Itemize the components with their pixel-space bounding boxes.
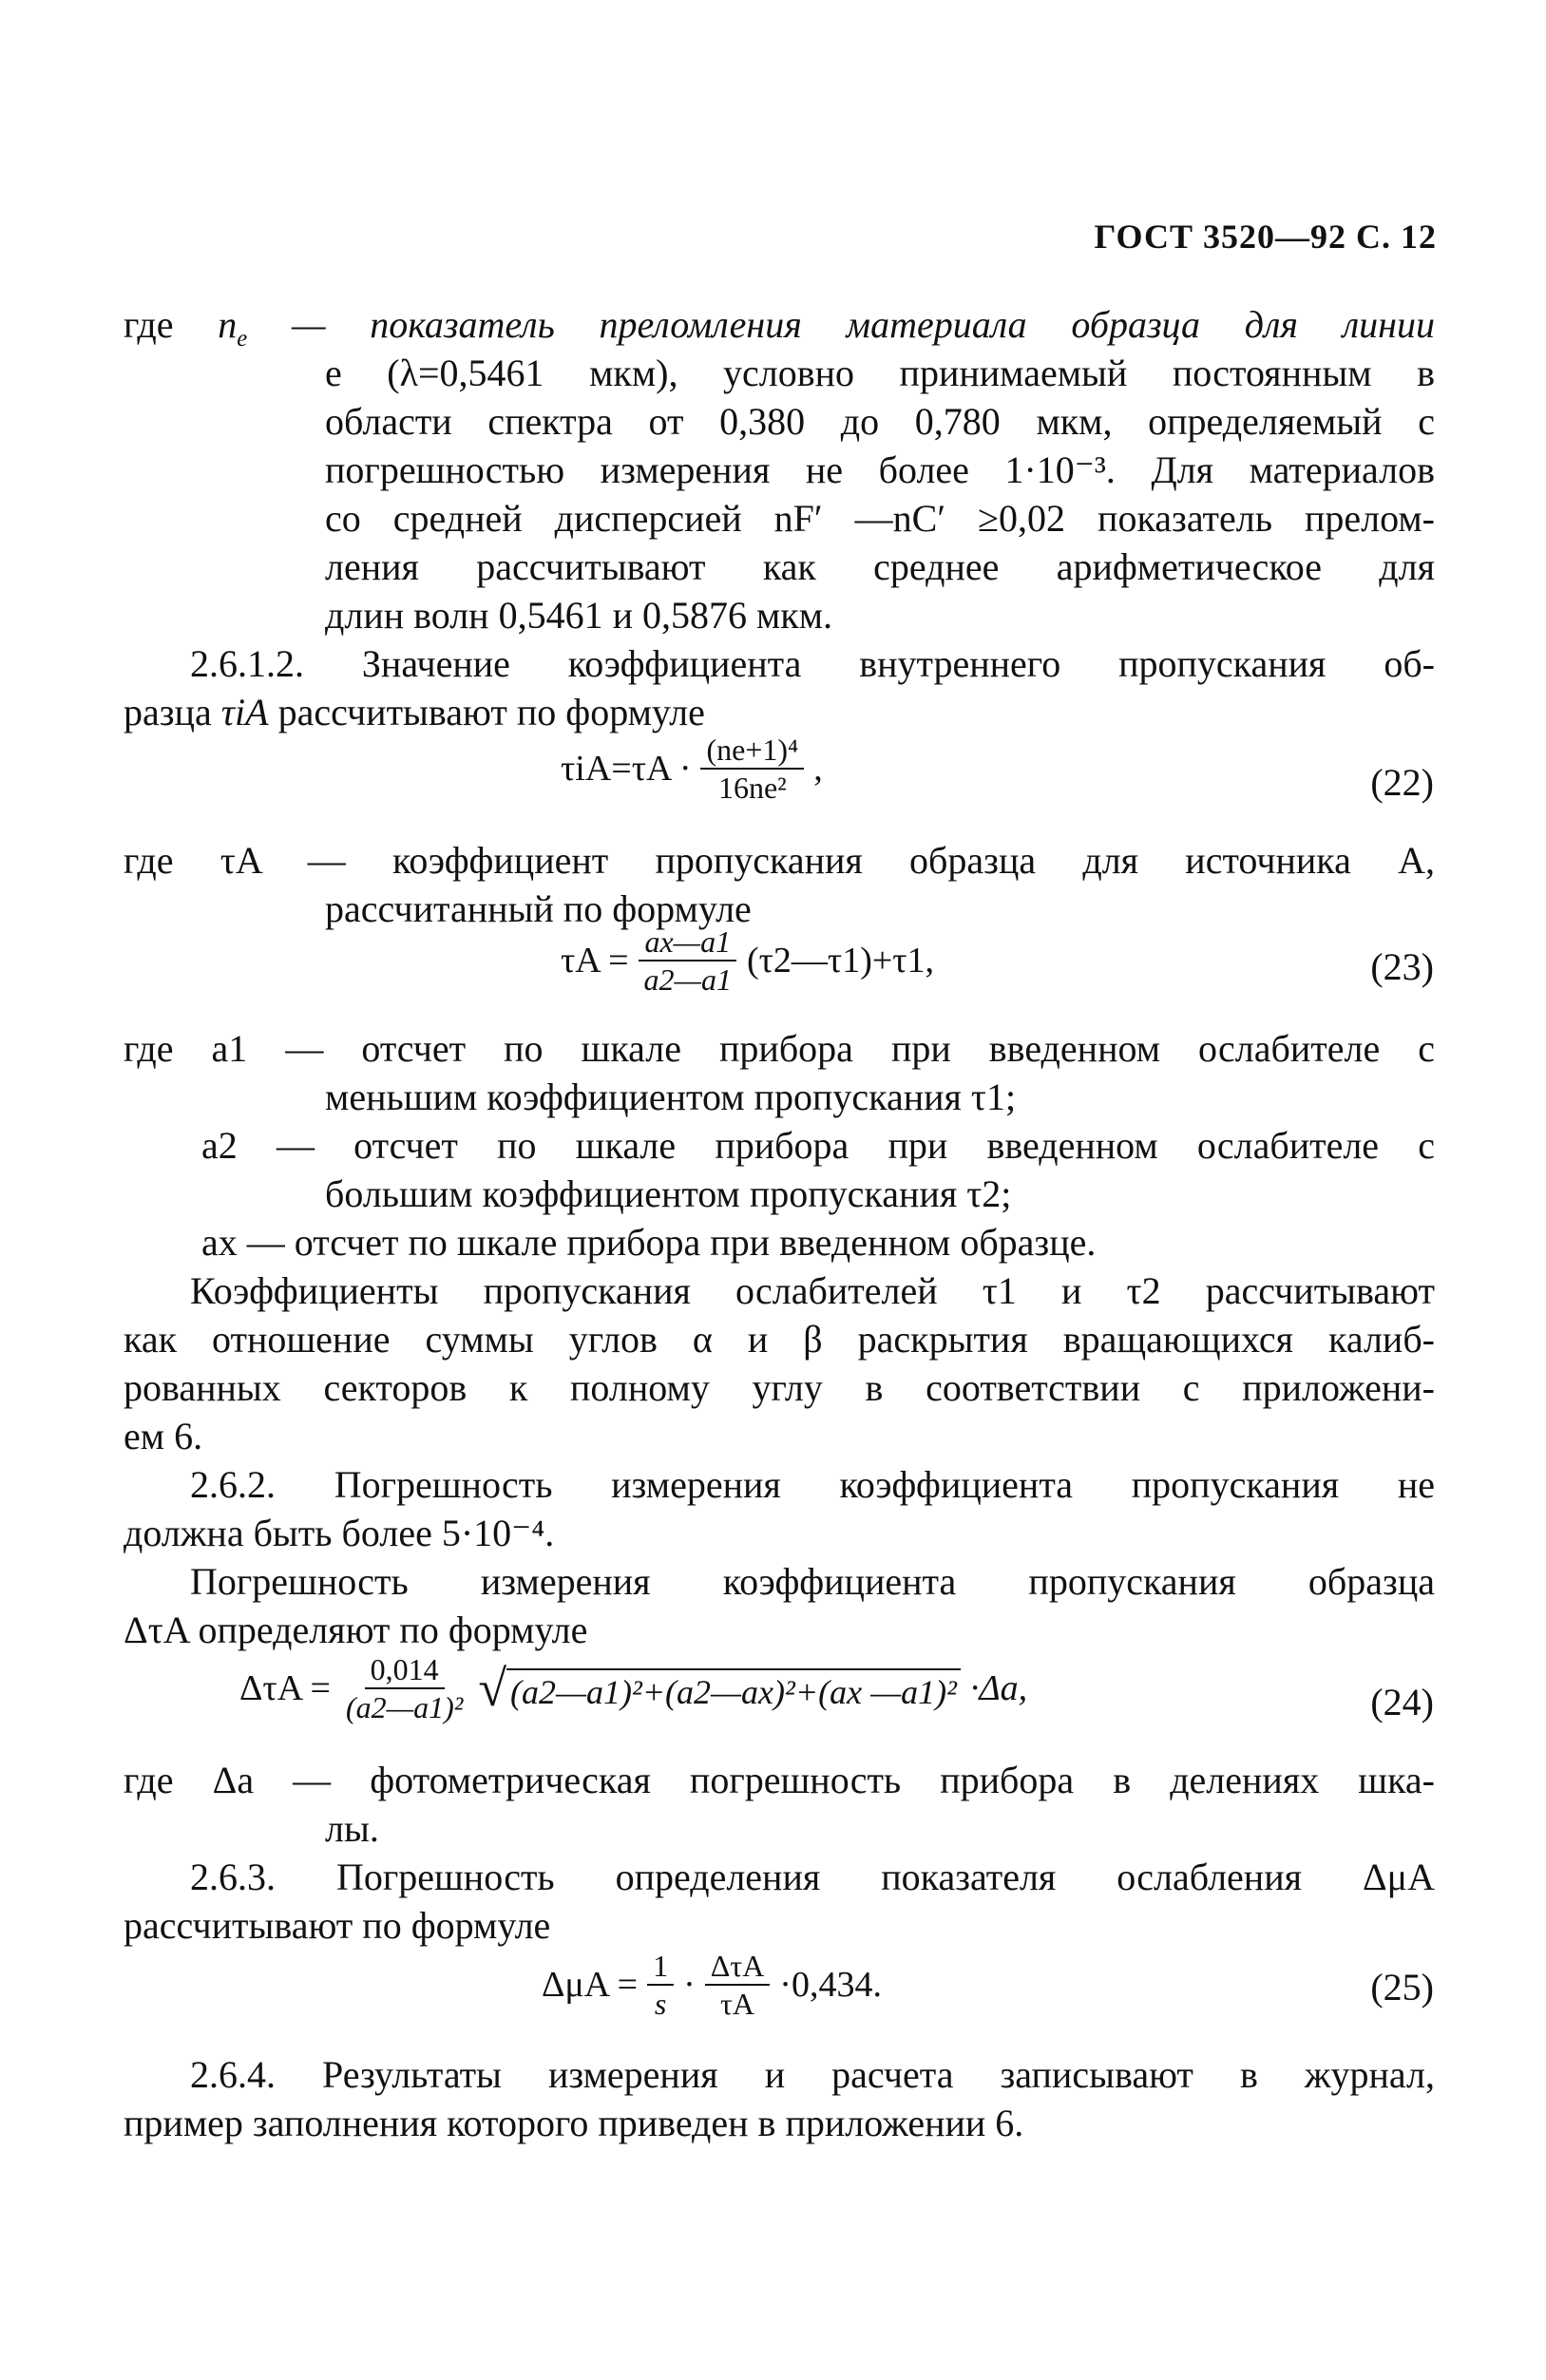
- def-a-line: где a1 — отсчет по шкале прибора при введенном ослабителе с: [124, 1027, 1435, 1070]
- eq25-tail: ·0,434.: [779, 1964, 882, 2005]
- def-ne-line: погрешностью измерения не более 1·10⁻³. Для материалов: [325, 448, 1435, 491]
- eq23-rhs: (τ2—τ1)+τ1,: [747, 940, 935, 981]
- eq22-tail: ,: [813, 748, 823, 789]
- eq23-numerator: ax—a1: [639, 923, 736, 962]
- eq25-numerator-2: ΔτA: [705, 1948, 771, 1986]
- pogr-line: Погрешность измерения коэффициента пропускания образца: [190, 1560, 1435, 1603]
- page-header: ГОСТ 3520—92 С. 12: [1094, 218, 1437, 256]
- pogr-line: ΔτA определяют по формуле: [124, 1609, 588, 1651]
- eq24-denominator: (a2—a1)²: [345, 1690, 464, 1724]
- def-ne-line: длин волн 0,5461 и 0,5876 мкм.: [325, 594, 833, 637]
- def-ne-symbol: $n_e$: [218, 303, 248, 352]
- p264-line: 2.6.4. Результаты измерения и расчета записывают в журнал,: [190, 2053, 1435, 2096]
- def-ne-line: e (λ=0,5461 мкм), условно принимаемый постоянным в: [325, 352, 1435, 394]
- p264-line: пример заполнения которого приведен в приложении 6.: [124, 2102, 1024, 2144]
- eq23-fraction: [639, 923, 737, 998]
- eq25-denominator-2: τA: [720, 1987, 754, 2021]
- eq24-number: (24): [1370, 1681, 1434, 1723]
- eq25-dot: ·: [683, 1964, 696, 2005]
- p262-line: 2.6.2. Погрешность измерения коэффициента пропускания не: [190, 1463, 1435, 1506]
- eq25-number: (25): [1370, 1966, 1434, 2009]
- eq24-radicand: (a2—a1)²+(a2—ax)²+(ax —a1)²: [506, 1668, 961, 1712]
- def-a-line: большим коэффициентом пропускания τ2;: [325, 1172, 1012, 1215]
- def-a-line: a2 — отсчет по шкале прибора при введенном ослабителе с: [201, 1124, 1435, 1167]
- eq22-fraction: [700, 732, 804, 806]
- equation-25: [542, 1948, 882, 2022]
- eq23-lhs: τA =: [561, 940, 629, 981]
- def-ne-line: области спектра от 0,380 до 0,780 мкм, определяемый с: [325, 400, 1435, 443]
- def-da-line: где Δa — фотометрическая погрешность прибора в делениях шка-: [124, 1759, 1435, 1801]
- eq25-numerator-1: 1: [647, 1948, 674, 1986]
- eq25-fraction-2: [705, 1948, 771, 2022]
- coef-line: как отношение суммы углов α и β раскрытия вращающихся калиб-: [124, 1318, 1435, 1361]
- def-ne-dash-text: — показатель преломления материала образца для линии: [291, 303, 1435, 346]
- def-taua-line2: рассчитанный по формуле: [325, 887, 752, 930]
- def-ne-line: ления рассчитывают как среднее арифметическое для: [325, 545, 1435, 588]
- def-a-line: меньшим коэффициентом пропускания τ1;: [325, 1076, 1017, 1118]
- eq24-fraction: [340, 1651, 468, 1725]
- sqrt-sign-icon: √: [478, 1660, 506, 1717]
- coef-line: рованных секторов к полному углу в соответствии с приложени-: [124, 1366, 1435, 1409]
- def-ne-lead: где: [124, 303, 174, 346]
- def-taua-line1: где τA — коэффициент пропускания образца для источника A,: [124, 839, 1435, 882]
- eq23-number: (23): [1370, 945, 1434, 988]
- p263-line: рассчитывают по формуле: [124, 1904, 551, 1947]
- coef-line: Коэффициенты пропускания ослабителей τ1 и τ2 рассчитывают: [190, 1269, 1435, 1312]
- eq22-numerator: (ne+1)⁴: [700, 732, 804, 770]
- equation-22: [561, 732, 823, 806]
- p263-line: 2.6.3. Погрешность определения показателя ослабления ΔμA: [190, 1856, 1435, 1898]
- eq23-denominator: a2—a1: [643, 962, 732, 997]
- eq24-numerator: 0,014: [365, 1651, 445, 1689]
- equation-24: [239, 1651, 1027, 1725]
- eq24-tail: ·Δa,: [969, 1667, 1028, 1708]
- tau-ia-symbol: τiA: [220, 691, 269, 733]
- eq25-denominator-1: s: [654, 1987, 667, 2021]
- coef-line: ем 6.: [124, 1415, 203, 1457]
- eq24-lhs: ΔτA =: [239, 1667, 331, 1708]
- p2612-line2: разца τiA рассчитывают по формуле: [124, 691, 705, 733]
- def-da-line: лы.: [325, 1807, 379, 1850]
- def-ne-line: со средней дисперсией nF′ —nC′ ≥0,02 показатель прелом-: [325, 497, 1435, 540]
- eq24-sqrt: [478, 1660, 961, 1717]
- p2612-line1: 2.6.1.2. Значение коэффициента внутреннего пропускания об-: [190, 642, 1435, 685]
- eq22-denominator: 16ne²: [717, 771, 787, 805]
- eq22-number: (22): [1370, 761, 1434, 804]
- def-a-line: ax — отсчет по шкале прибора при введенном образце.: [201, 1221, 1097, 1264]
- eq25-fraction-1: [647, 1948, 674, 2022]
- eq25-lhs: ΔμA =: [542, 1964, 639, 2005]
- equation-23: [561, 923, 934, 998]
- p262-line: должна быть более 5·10⁻⁴.: [124, 1512, 555, 1554]
- eq22-lhs: τiA=τA ·: [561, 748, 692, 789]
